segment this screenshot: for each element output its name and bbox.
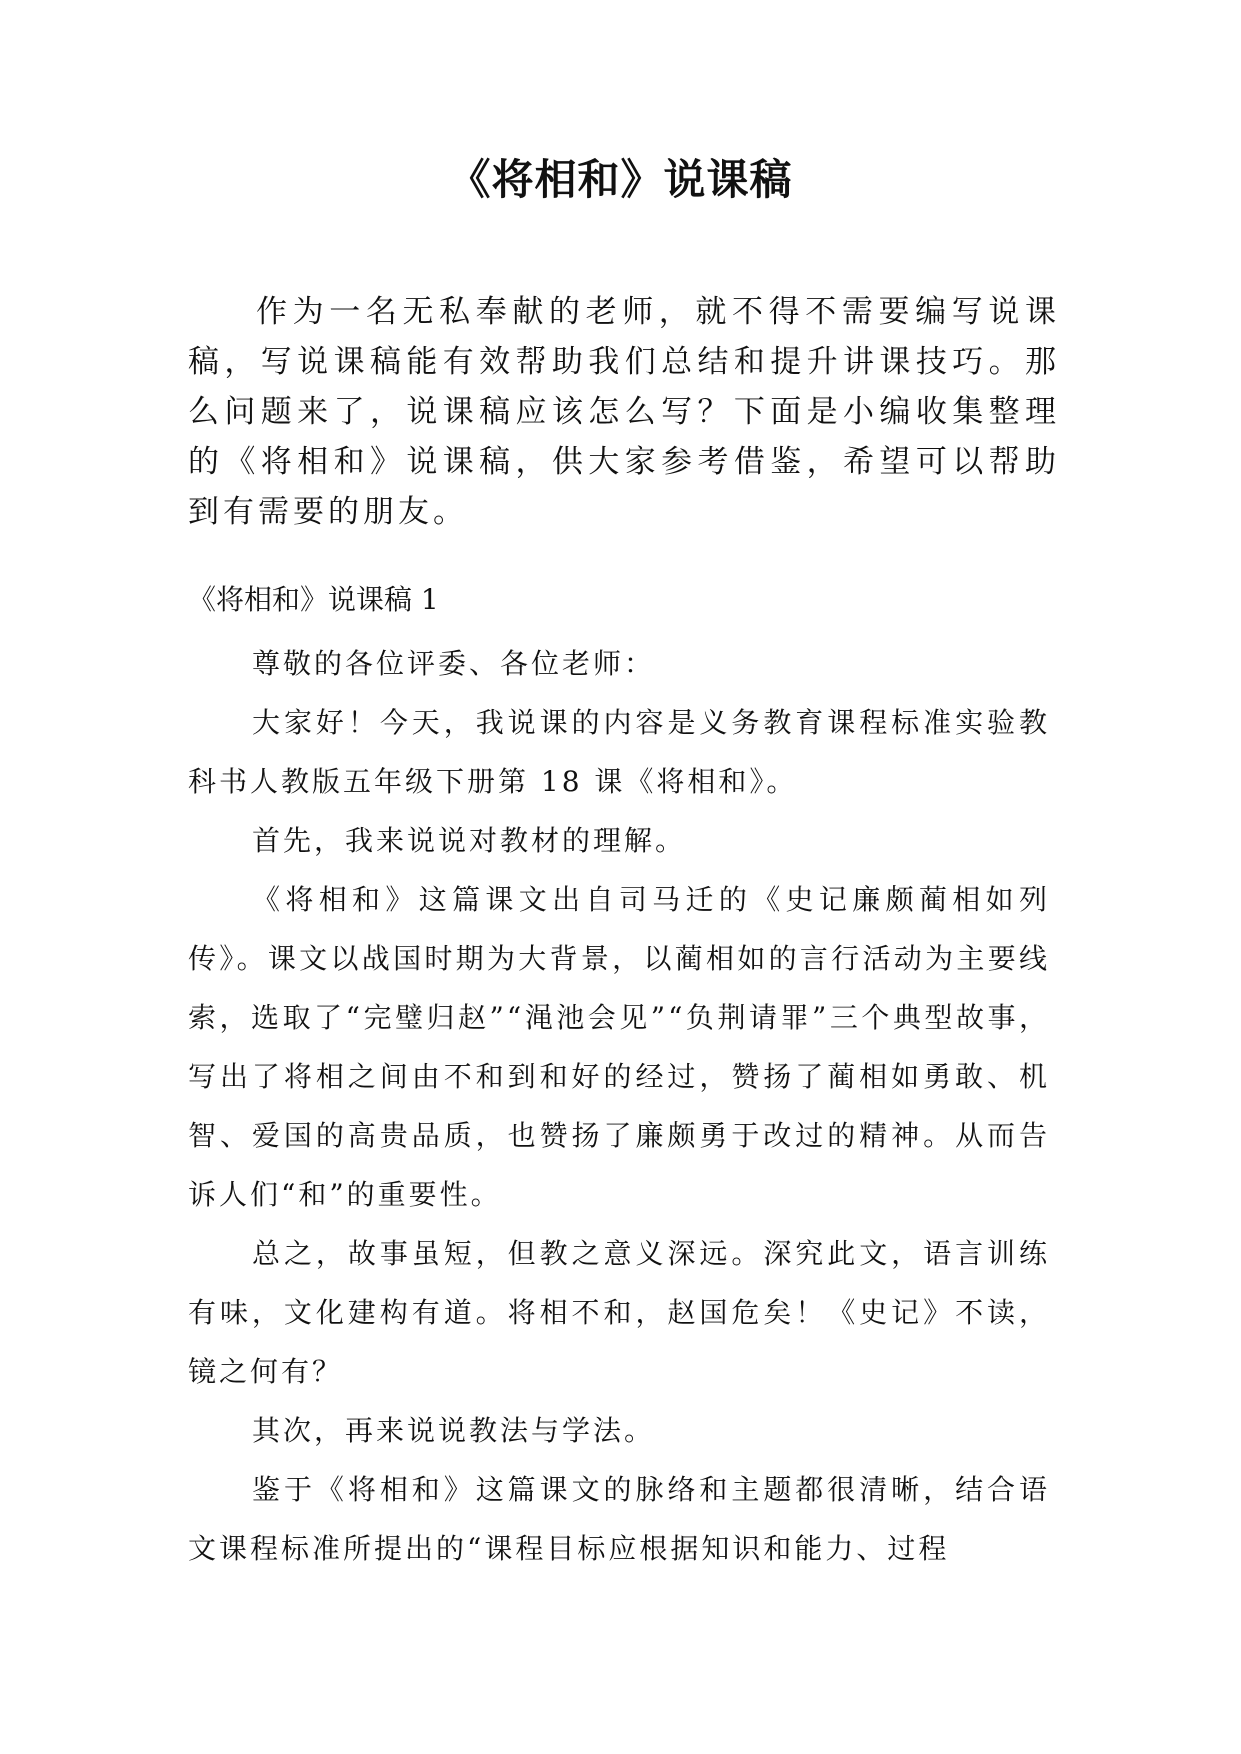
body-paragraph: 其次，再来说说教法与学法。 [252,1414,656,1447]
body-paragraph: 大家好！今天，我说课的内容是义务教育课程标准实验教科书人教版五年级下册第 18 课《将相和》。 [188,706,1050,798]
body-paragraph: 《将相和》这篇课文出自司马迁的《史记廉颇蔺相如列传》。课文以战国时期为大背景，以蔺相如的言行活动为主要线索，选取了“完璧归赵”“渑池会见”“负荆请罪”三个典型故事，写出了将相之间由不和到和好的经过，赞扬了蔺相如勇敢、机智、爱国的高贵品质，也赞扬了廉颇勇于改过的精神。从而告诉人们“和”的重要性。 [188,883,1050,1211]
intro-paragraph: 作为一名无私奉献的老师，就不得不需要编写说课稿，写说课稿能有效帮助我们总结和提升讲课技巧。那么问题来了，说课稿应该怎么写？下面是小编收集整理的《将相和》说课稿，供大家参考借鉴，希望可以帮助到有需要的朋友。 [188,294,1060,530]
document-title: 《将相和》说课稿 [448,155,793,204]
body-paragraph: 首先，我来说说对教材的理解。 [252,824,687,857]
salutation-paragraph: 尊敬的各位评委、各位老师： [252,647,656,680]
body-paragraph: 鉴于《将相和》这篇课文的脉络和主题都很清晰，结合语文课程标准所提出的“课程目标应根据知识和能力、过程 [188,1473,1050,1565]
body-paragraph: 总之，故事虽短，但教之意义深远。深究此文，语言训练有味，文化建构有道。将相不和，赵国危矣！《史记》不读，镜之何有？ [188,1237,1050,1388]
section-body [188,634,1050,1578]
section-heading: 《将相和》说课稿 1 [188,583,439,616]
